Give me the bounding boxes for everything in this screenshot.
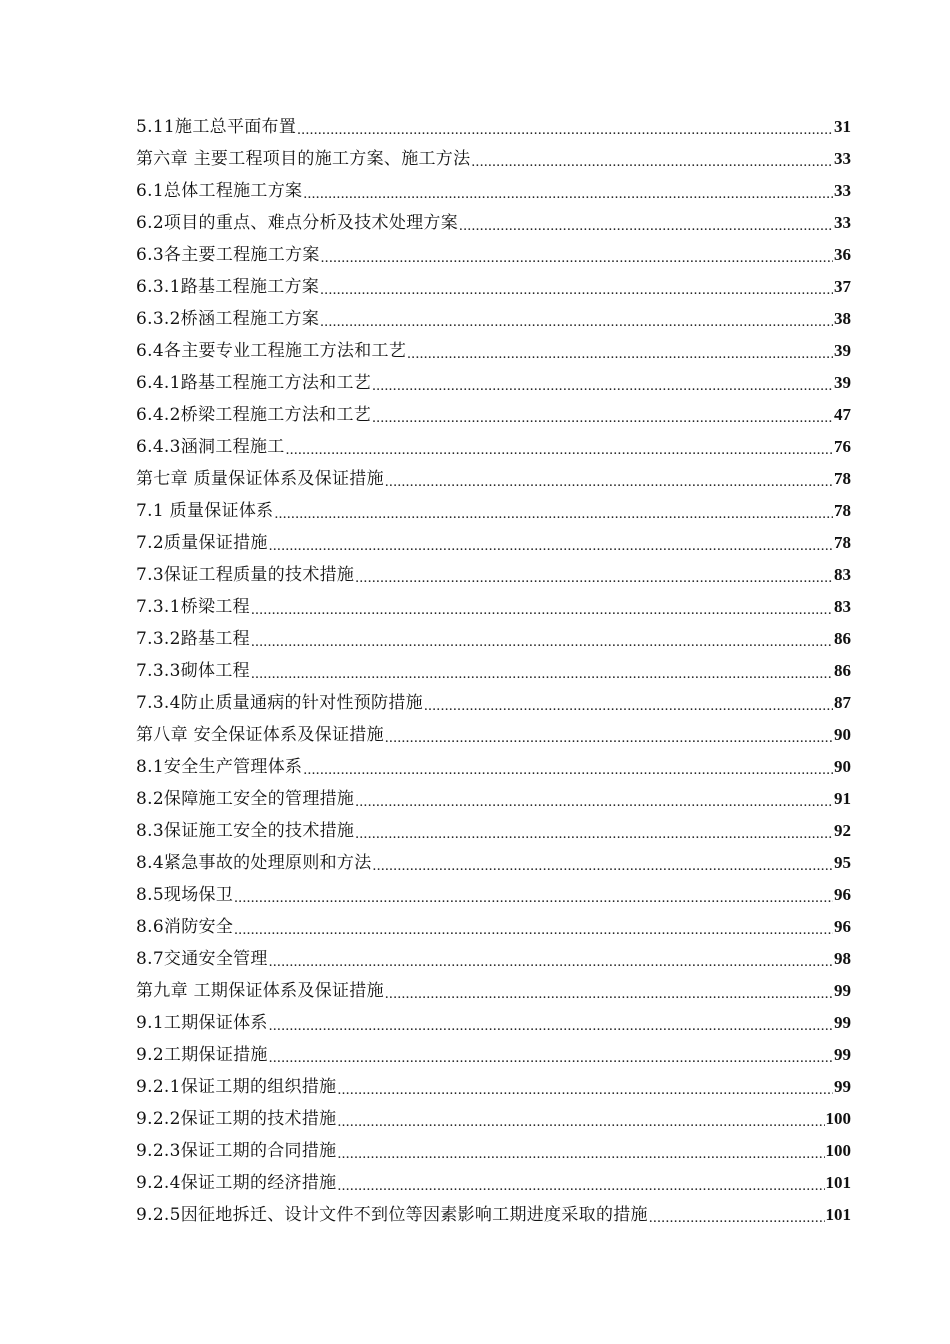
toc-entry[interactable]: [136, 975, 851, 1007]
toc-dot-leader: [303, 175, 833, 207]
toc-entry-title: 9.2.5因征地拆迁、设计文件不到位等因素影响工期进度采取的措施: [136, 1205, 648, 1225]
toc-entry[interactable]: [136, 335, 851, 367]
toc-entry-title: 6.4.3涵洞工程施工: [136, 437, 285, 457]
toc-dot-leader: [373, 847, 833, 879]
toc-entry[interactable]: [136, 591, 851, 623]
toc-entry[interactable]: [136, 143, 851, 175]
toc-entry-title: 9.2.4保证工期的经济措施: [136, 1173, 337, 1193]
toc-entry-title: 6.4.2桥梁工程施工方法和工艺: [136, 405, 372, 425]
toc-entry[interactable]: [136, 1103, 851, 1135]
toc-entry-page-number: 39: [834, 341, 851, 360]
toc-dot-leader: [649, 1199, 825, 1231]
toc-entry-title: 8.5现场保卫: [136, 885, 234, 905]
toc-dot-leader: [407, 335, 833, 367]
toc-entry-page-number: 31: [834, 117, 851, 136]
toc-entry-title: 9.1工期保证体系: [136, 1013, 268, 1033]
toc-dot-leader: [385, 719, 833, 751]
toc-entry[interactable]: [136, 431, 851, 463]
toc-entry-page-number: 95: [834, 853, 851, 872]
toc-entry-page-number: 101: [825, 1205, 851, 1224]
toc-entry-title: 7.3.4防止质量通病的针对性预防措施: [136, 693, 423, 713]
toc-entry[interactable]: [136, 687, 851, 719]
toc-entry[interactable]: [136, 367, 851, 399]
toc-dot-leader: [385, 463, 833, 495]
toc-entry-page-number: 100: [825, 1109, 851, 1128]
toc-entry[interactable]: [136, 111, 851, 143]
toc-entry-page-number: 76: [834, 437, 851, 456]
toc-entry-title: 7.3保证工程质量的技术措施: [136, 565, 355, 585]
toc-dot-leader: [251, 655, 833, 687]
toc-entry-page-number: 90: [834, 725, 851, 744]
toc-entry-title: 7.3.3砌体工程: [136, 661, 250, 681]
toc-dot-leader: [355, 815, 833, 847]
toc-entry[interactable]: [136, 655, 851, 687]
toc-entry-title: 8.7交通安全管理: [136, 949, 268, 969]
toc-dot-leader: [321, 239, 833, 271]
toc-entry-title: 6.4.1路基工程施工方法和工艺: [136, 373, 372, 393]
toc-entry[interactable]: [136, 303, 851, 335]
toc-dot-leader: [355, 559, 833, 591]
toc-entry-page-number: 36: [834, 245, 851, 264]
toc-dot-leader: [274, 495, 833, 527]
toc-entry-page-number: 37: [834, 277, 851, 296]
toc-entry-page-number: 87: [834, 693, 851, 712]
toc-entry-page-number: 99: [834, 981, 851, 1000]
toc-entry-page-number: 78: [834, 533, 851, 552]
toc-entry[interactable]: [136, 719, 851, 751]
toc-entry-page-number: 33: [834, 213, 851, 232]
toc-dot-leader: [251, 591, 833, 623]
toc-dot-leader: [385, 975, 833, 1007]
toc-entry-page-number: 101: [825, 1173, 851, 1192]
toc-entry-page-number: 47: [834, 405, 851, 424]
toc-dot-leader: [297, 111, 833, 143]
toc-dot-leader: [337, 1103, 824, 1135]
toc-dot-leader: [424, 687, 833, 719]
toc-entry[interactable]: [136, 1007, 851, 1039]
toc-dot-leader: [269, 943, 833, 975]
toc-entry-title: 8.1安全生产管理体系: [136, 757, 303, 777]
toc-entry-page-number: 83: [834, 597, 851, 616]
toc-entry[interactable]: [136, 463, 851, 495]
toc-entry[interactable]: [136, 815, 851, 847]
toc-entry[interactable]: [136, 623, 851, 655]
toc-entry-title: 7.3.2路基工程: [136, 629, 250, 649]
toc-entry-page-number: 96: [834, 917, 851, 936]
toc-entry-page-number: 86: [834, 661, 851, 680]
toc-dot-leader: [303, 751, 833, 783]
toc-entry-title: 8.6消防安全: [136, 917, 234, 937]
toc-dot-leader: [337, 1071, 833, 1103]
toc-entry-page-number: 78: [834, 501, 851, 520]
toc-entry[interactable]: [136, 783, 851, 815]
toc-entry[interactable]: [136, 1071, 851, 1103]
toc-entry-title: 9.2.1保证工期的组织措施: [136, 1077, 337, 1097]
toc-entry-page-number: 78: [834, 469, 851, 488]
toc-entry-title: 7.2质量保证措施: [136, 533, 268, 553]
toc-entry-title: 9.2工期保证措施: [136, 1045, 268, 1065]
toc-entry[interactable]: [136, 271, 851, 303]
toc-entry-title: 6.2项目的重点、难点分析及技术处理方案: [136, 213, 459, 233]
toc-dot-leader: [269, 1007, 833, 1039]
toc-entry-page-number: 96: [834, 885, 851, 904]
toc-entry-page-number: 83: [834, 565, 851, 584]
toc-dot-leader: [337, 1167, 824, 1199]
toc-entry-page-number: 98: [834, 949, 851, 968]
toc-dot-leader: [251, 623, 833, 655]
toc-entry[interactable]: [136, 1199, 851, 1231]
toc-entry-page-number: 33: [834, 149, 851, 168]
toc-entry-title: 6.3.1路基工程施工方案: [136, 277, 320, 297]
toc-entry[interactable]: [136, 1039, 851, 1071]
toc-entry[interactable]: [136, 175, 851, 207]
toc-dot-leader: [471, 143, 833, 175]
toc-entry-title: 6.4各主要专业工程施工方法和工艺: [136, 341, 407, 361]
toc-entry-title: 第八章 安全保证体系及保证措施: [136, 725, 384, 745]
toc-entry-page-number: 99: [834, 1045, 851, 1064]
toc-entry-title: 7.1 质量保证体系: [136, 501, 274, 521]
toc-entry[interactable]: [136, 559, 851, 591]
toc-entry-page-number: 99: [834, 1077, 851, 1096]
toc-entry-page-number: 33: [834, 181, 851, 200]
toc-entry-title: 6.1总体工程施工方案: [136, 181, 303, 201]
toc-entry-title: 8.4紧急事故的处理原则和方法: [136, 853, 372, 873]
toc-dot-leader: [372, 367, 833, 399]
toc-entry[interactable]: [136, 495, 851, 527]
toc-entry-page-number: 99: [834, 1013, 851, 1032]
toc-entry[interactable]: [136, 943, 851, 975]
toc-entry-title: 9.2.3保证工期的合同措施: [136, 1141, 337, 1161]
toc-dot-leader: [234, 879, 833, 911]
toc-entry-title: 5.11施工总平面布置: [136, 117, 297, 137]
toc-entry-page-number: 92: [834, 821, 851, 840]
toc-dot-leader: [269, 1039, 833, 1071]
toc-dot-leader: [355, 783, 833, 815]
toc-entry-page-number: 86: [834, 629, 851, 648]
toc-entry[interactable]: [136, 847, 851, 879]
toc-dot-leader: [320, 303, 833, 335]
toc-entry-title: 9.2.2保证工期的技术措施: [136, 1109, 337, 1129]
toc-entry-title: 第九章 工期保证体系及保证措施: [136, 981, 384, 1001]
toc-entry-page-number: 100: [825, 1141, 851, 1160]
toc-entry[interactable]: [136, 1167, 851, 1199]
toc-entry[interactable]: [136, 527, 851, 559]
toc-entry-title: 7.3.1桥梁工程: [136, 597, 250, 617]
toc-dot-leader: [337, 1135, 824, 1167]
toc-dot-leader: [269, 527, 833, 559]
toc-entry[interactable]: [136, 911, 851, 943]
toc-entry[interactable]: [136, 1135, 851, 1167]
toc-entry[interactable]: [136, 399, 851, 431]
table-of-contents: [136, 111, 851, 1231]
toc-dot-leader: [372, 399, 833, 431]
toc-entry[interactable]: [136, 207, 851, 239]
toc-dot-leader: [459, 207, 833, 239]
toc-entry-title: 第七章 质量保证体系及保证措施: [136, 469, 384, 489]
toc-entry[interactable]: [136, 879, 851, 911]
toc-entry-page-number: 91: [834, 789, 851, 808]
toc-entry[interactable]: [136, 239, 851, 271]
toc-dot-leader: [286, 431, 833, 463]
toc-entry-title: 第六章 主要工程项目的施工方案、施工方法: [136, 149, 471, 169]
toc-entry-title: 6.3.2桥涵工程施工方案: [136, 309, 320, 329]
toc-entry-page-number: 39: [834, 373, 851, 392]
toc-entry[interactable]: [136, 751, 851, 783]
toc-entry-title: 8.3保证施工安全的技术措施: [136, 821, 355, 841]
toc-entry-title: 6.3各主要工程施工方案: [136, 245, 320, 265]
toc-entry-page-number: 90: [834, 757, 851, 776]
toc-dot-leader: [320, 271, 833, 303]
toc-entry-title: 8.2保障施工安全的管理措施: [136, 789, 355, 809]
toc-dot-leader: [234, 911, 833, 943]
toc-entry-page-number: 38: [834, 309, 851, 328]
